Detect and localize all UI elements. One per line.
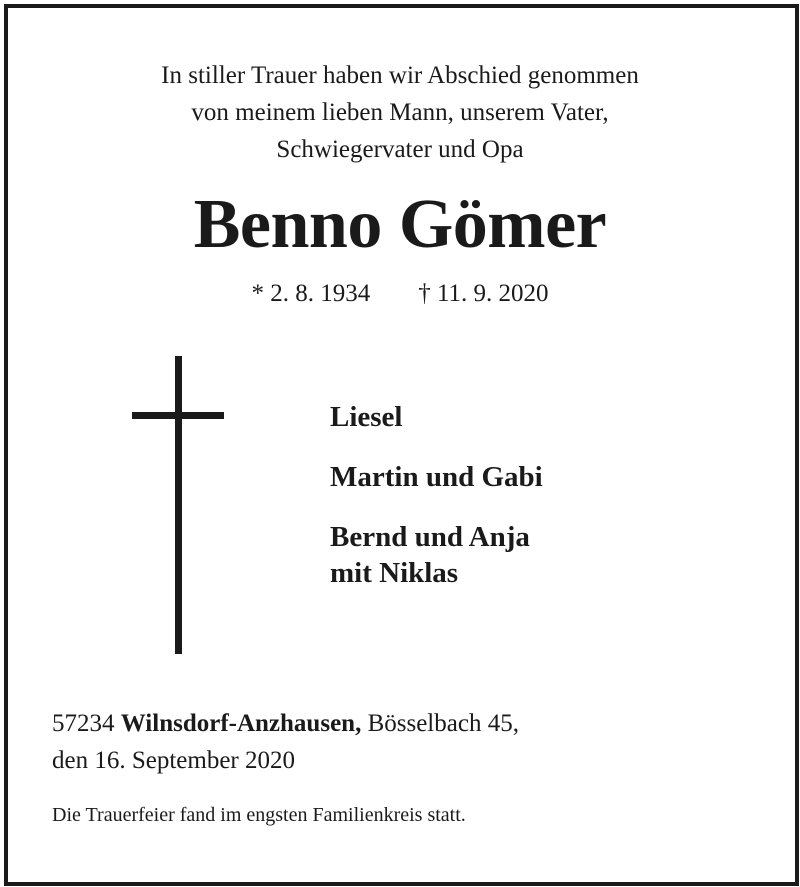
intro-line-1: In stiller Trauer haben wir Abschied genommen (161, 62, 639, 89)
address-line (52, 705, 519, 742)
life-dates (0, 276, 800, 312)
address-block (52, 705, 519, 779)
mourner-line: mit Niklas (330, 557, 459, 589)
mourner-line: Martin und Gabi (330, 461, 543, 493)
mourners-list (330, 399, 543, 615)
mourner-line: Bernd und Anja (330, 521, 530, 553)
intro-text (0, 57, 800, 168)
intro-line-2: von meinem lieben Mann, unserem Vater, (191, 99, 609, 126)
postal-code: 57234 (52, 710, 115, 737)
street: Bösselbach 45, (367, 710, 519, 737)
mourner-line: Liesel (330, 401, 403, 433)
town: Wilnsdorf-Anzhausen, (120, 710, 362, 737)
funeral-note: Die Trauerfeier fand im engsten Familienkreis statt. (52, 804, 466, 826)
mourner-group (330, 399, 543, 435)
mourner-group (330, 519, 543, 591)
birth-date: * 2. 8. 1934 (251, 280, 371, 307)
mourner-group (330, 459, 543, 495)
death-date: † 11. 9. 2020 (418, 280, 549, 307)
date-line: den 16. September 2020 (52, 747, 296, 774)
cross-icon (128, 350, 224, 654)
intro-line-3: Schwiegervater und Opa (276, 136, 524, 163)
deceased-name: Benno Gömer (193, 186, 607, 263)
